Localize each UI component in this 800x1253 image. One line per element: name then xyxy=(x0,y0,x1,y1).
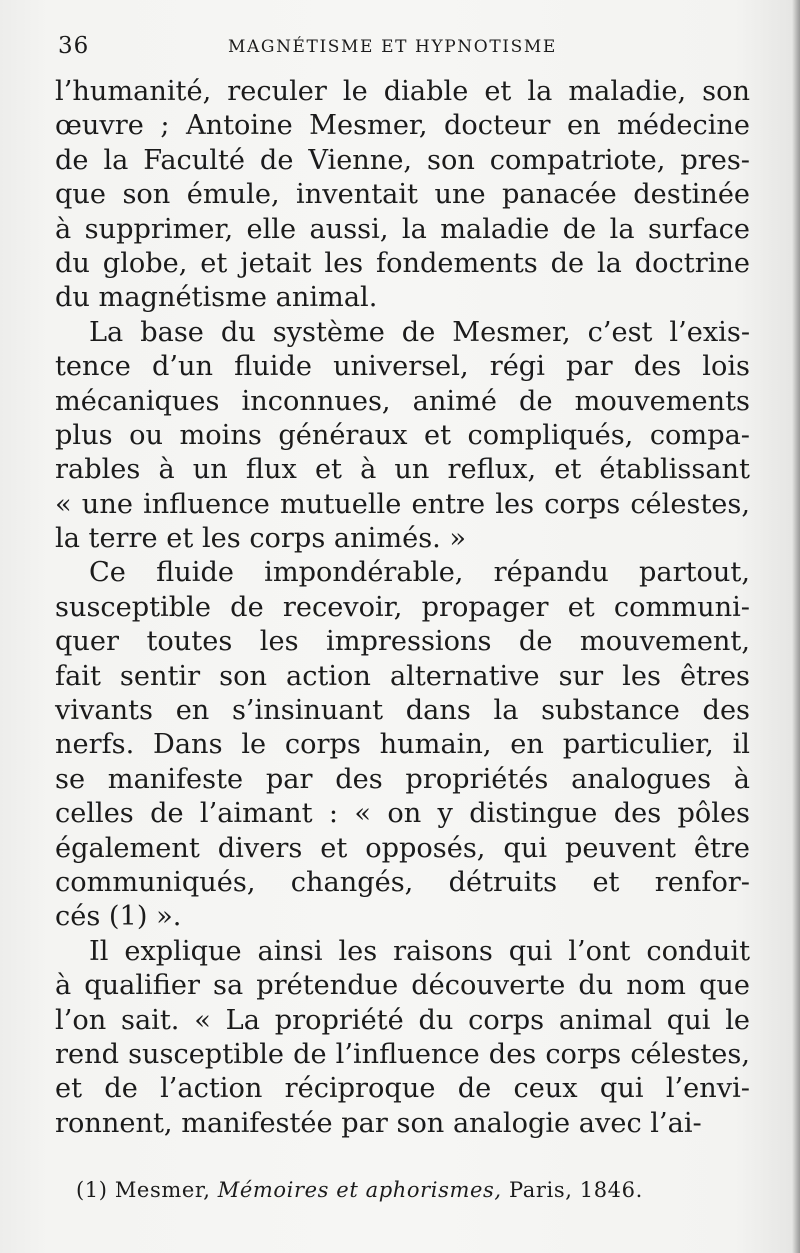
text-line: communiqués, changés, détruits et renfor- xyxy=(55,866,750,898)
text-line: du globe, et jetait les fondements de la doctrine xyxy=(55,247,750,279)
text-line: et de l’action réciproque de ceux qui l’envi- xyxy=(55,1073,750,1105)
text-line: nerfs. Dans le corps humain, en particulier, il xyxy=(55,729,750,761)
paragraph-start-line: La base du système de Mesmer, c’est l’exis- xyxy=(89,316,750,348)
page-header xyxy=(58,33,742,63)
page-edge-shadow xyxy=(792,0,800,1253)
text-line: rend susceptible de l’influence des corps célestes, xyxy=(55,1038,750,1070)
text-line: vivants en s’insinuant dans la substance des xyxy=(55,695,750,727)
text-line: plus ou moins généraux et compliqués, compa- xyxy=(55,419,750,451)
text-line: cés (1) ». xyxy=(55,901,182,933)
text-line: celles de l’aimant : « on y distingue des pôles xyxy=(55,798,750,830)
footnote-author: Mesmer, xyxy=(114,1178,211,1202)
text-line: l’humanité, reculer le diable et la maladie, son xyxy=(55,76,750,107)
text-line: également divers et opposés, qui peuvent être xyxy=(55,832,750,864)
footnote xyxy=(76,1178,643,1202)
text-line: tence d’un fluide universel, régi par des lois xyxy=(55,351,750,383)
footnote-place-date: Paris, 1846. xyxy=(508,1178,643,1202)
running-title: MAGNÉTISME ET HYPNOTISME xyxy=(228,37,557,57)
paragraph-start-line: Il explique ainsi les raisons qui l’ont conduit xyxy=(89,935,750,967)
text-line: du magnétisme animal. xyxy=(55,282,378,314)
page-number: 36 xyxy=(58,33,90,59)
text-line: la terre et les corps animés. » xyxy=(55,523,467,555)
text-line: quer toutes les impressions de mouvement, xyxy=(55,626,750,658)
text-line: que son émule, inventait une panacée destinée xyxy=(55,179,750,211)
text-line: ronnent, manifestée par son analogie avec l’ai- xyxy=(55,1107,702,1139)
text-line: l’on sait. « La propriété du corps animal qui le xyxy=(55,1004,750,1036)
paragraph-start-line: Ce fluide impondérable, répandu partout, xyxy=(89,557,750,589)
text-line: de la Faculté de Vienne, son compatriote, pres- xyxy=(55,144,750,176)
text-line: fait sentir son action alternative sur les êtres xyxy=(55,660,750,692)
text-line: se manifeste par des propriétés analogues à xyxy=(55,763,750,795)
text-line: susceptible de recevoir, propager et communi- xyxy=(55,591,750,623)
text-line: œuvre ; Antoine Mesmer, docteur en médecine xyxy=(55,110,750,142)
text-line: « une influence mutuelle entre les corps célestes, xyxy=(55,488,750,520)
text-line: à qualifier sa prétendue découverte du nom que xyxy=(55,970,750,1002)
footnote-title: Mémoires et aphorismes, xyxy=(217,1178,502,1202)
body-text xyxy=(55,75,750,1141)
text-line: à supprimer, elle aussi, la maladie de la surface xyxy=(55,213,750,245)
text-line: mécaniques inconnues, animé de mouvements xyxy=(55,385,750,417)
text-line: rables à un flux et à un reflux, et établissant xyxy=(55,454,750,486)
footnote-marker: (1) xyxy=(76,1178,108,1202)
